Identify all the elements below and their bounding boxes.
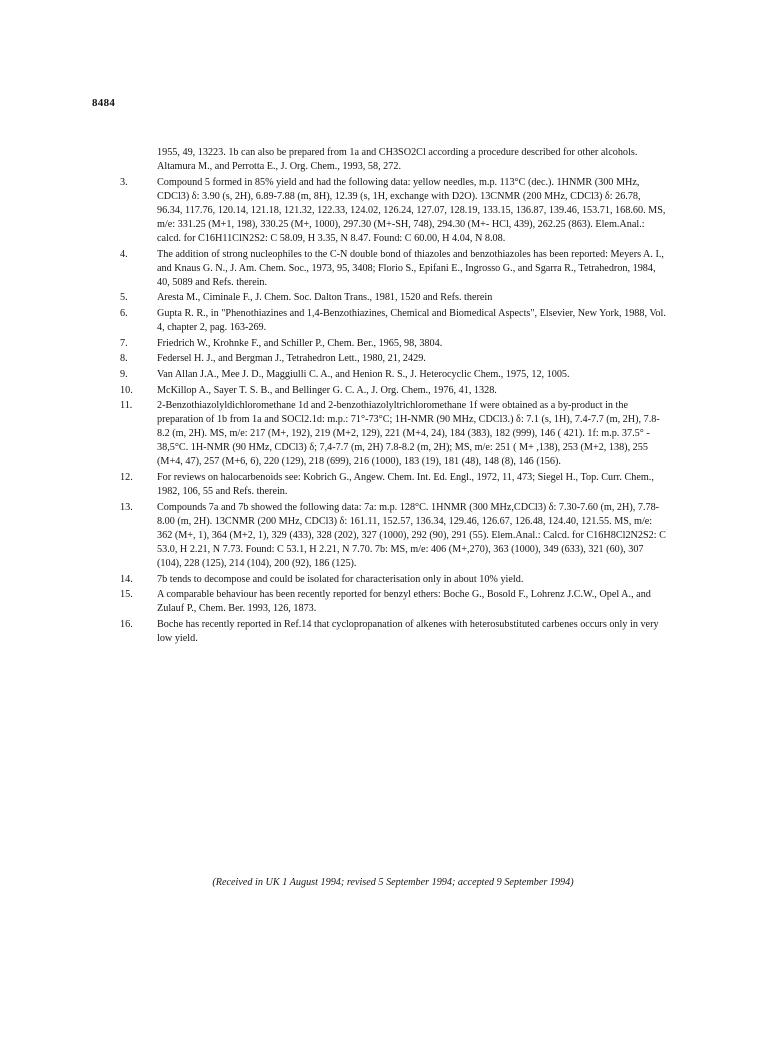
- reference-text: For reviews on halocarbenoids see: Kobrich G., Angew. Chem. Int. Ed. Engl., 1972, 11, 473; Siegel H., Top. Curr. Chem., 1982, 106, 55 and Refs. therein.: [157, 472, 654, 498]
- reference-text: Van Allan J.A., Mee J. D., Maggiulli C. A., and Henion R. S., J. Heterocyclic Chem., 1975, 12, 1005.: [157, 368, 570, 380]
- reference-number: 6.: [120, 308, 128, 320]
- reference-number: 8.: [120, 353, 128, 365]
- reference-item: [120, 291, 666, 305]
- reference-text: Aresta M., Ciminale F., J. Chem. Soc. Dalton Trans., 1981, 1520 and Refs. therein: [157, 292, 493, 304]
- reference-text: Compound 5 formed in 85% yield and had the following data: yellow needles, m.p. 113°C (dec.). 1HNMR (300 MHz, CDCl3) δ: 3.90 (s, 2H), 6.89-7.88 (m, 8H), 12.39 (s, 1H, exchange with D2O). 13CNMR (200 MHz, CDCl3) δ: 26.78, 96.34, 117.76, 120.14, 121.18, 121.32, 122.33, 124.02, 126.24, 127.07, 128.19, 133.15, 136.87, 139.46, 153.71, 168.60. MS, m/e: 331.25 (M+1, 198), 330.25 (M+, 1000), 297.30 (M+-SH, 748), 294.30 (M+- HCl, 439), 262.25 (863). Elem.Anal.: calcd. for C16H11ClN2S2: C 58.09, H 3.35, N 8.47. Found: C 60.00, H 4.04, N 8.08.: [157, 176, 666, 245]
- reference-number: 16.: [120, 619, 133, 630]
- received-dates: (Received in UK 1 August 1994; revised 5 September 1994; accepted 9 September 1994): [212, 877, 574, 888]
- reference-item: [120, 368, 666, 382]
- reference-item: [120, 573, 666, 587]
- reference-text: Boche has recently reported in Ref.14 that cyclopropanation of alkenes with heterosubstituted carbenes occurs only in very low yield.: [157, 619, 659, 645]
- reference-item: [120, 384, 666, 398]
- reference-number: 15.: [120, 589, 133, 601]
- reference-number: 9.: [120, 368, 128, 380]
- reference-item: [120, 337, 666, 351]
- reference-text: 7b tends to decompose and could be isolated for characterisation only in about 10% yield.: [157, 573, 524, 585]
- reference-text: Federsel H. J., and Bergman J., Tetrahedron Lett., 1980, 21, 2429.: [157, 353, 426, 365]
- reference-number: 5.: [120, 292, 128, 304]
- reference-number: 13.: [120, 501, 133, 513]
- reference-item: [120, 588, 666, 616]
- reference-continuation: [120, 146, 666, 174]
- reference-item: [120, 618, 666, 646]
- reference-number: 11.: [120, 400, 133, 412]
- reference-item: [120, 471, 666, 499]
- reference-text: Friedrich W., Krohnke F., and Schiller P., Chem. Ber., 1965, 98, 3804.: [157, 337, 443, 349]
- reference-number: 7.: [120, 337, 128, 349]
- reference-item: [120, 399, 666, 469]
- page-number: 8484: [92, 97, 116, 109]
- reference-text: Compounds 7a and 7b showed the following data: 7a: m.p. 128°C. 1HNMR (300 MHz,CDCl3) δ: 7.30-7.60 (m, 2H), 7.78-8.00 (m, 2H). 13CNMR (200 MHz, CDCl3) δ: 161.11, 152.57, 136.34, 129.46, 126.67, 126.48, 124.40, 121.55. MS, m/e: 362 (M+, 1), 364 (M+2, 1), 329 (433), 328 (202), 327 (1000), 292 (90), 291 (55). Elem.Anal.: Calcd. for C16H8Cl2N2S2: C 53.0, H 2.21, N 7.73. Found: C 53.1, H 2.21, N 7.70. 7b: MS, m/e: 406 (M+,270), 363 (1000), 349 (633), 321 (60), 307 (104), 228 (125), 214 (104), 200 (92), 186 (125).: [157, 501, 666, 570]
- reference-number: 4.: [120, 248, 128, 260]
- reference-text: 1955, 49, 13223. 1b can also be prepared from 1a and CH3SO2Cl according a procedure described for other alcohols. Altamura M., and Perrotta E., J. Org. Chem., 1993, 58, 272.: [157, 147, 638, 173]
- reference-text: 2-Benzothiazolyldichloromethane 1d and 2-benzothiazolyltrichloromethane 1f were obtained as a by-product in the preparation of 1b from 1a and SOCl2.1d: m.p.: 71°-73°C; 1H-NMR (90 MHz, CDCl3.) δ: 7.1 (s, 1H), 7.4-7.7 (m, 2H), 7.8-8.2 (m, 2H). MS, m/e: 217 (M+, 192), 219 (M+2, 129), 221 (M+4, 24), 184 (383), 182 (999), 146 ( 421). 1f: m.p. 37.5° - 38,5°C. 1H-NMR (90 HMz, CDCl3) δ; 7,4-7.7 (m, 2H) 7.8-8.2 (m, 2H); MS, m/e: 251 ( M+ ,138), 253 (M+2, 138), 255 (M+4, 47), 257 (M+6, 6), 220 (129), 218 (699), 216 (1000), 183 (19), 181 (48), 148 (8), 146 (156).: [157, 400, 660, 468]
- reference-item: [120, 352, 666, 366]
- reference-number: 12.: [120, 472, 133, 484]
- reference-text: A comparable behaviour has been recently reported for benzyl ethers: Boche G., Bosold F., Lohrenz J.C.W., Opel A., and Zulauf P., Chem. Ber. 1993, 126, 1873.: [157, 589, 651, 615]
- reference-item: [120, 501, 666, 571]
- reference-text: Gupta R. R., in "Phenothiazines and 1,4-Benzothiazines, Chemical and Biomedical Aspects", Elsevier, New York, 1988, Vol. 4, chapter 2, pag. 163-269.: [157, 308, 666, 334]
- reference-list: [120, 146, 666, 648]
- reference-number: 3.: [120, 176, 128, 188]
- reference-item: [120, 176, 666, 246]
- reference-number: 10.: [120, 384, 133, 396]
- reference-item: [120, 307, 666, 335]
- reference-item: [120, 248, 666, 290]
- reference-text: The addition of strong nucleophiles to the C-N double bond of thiazoles and benzothiazoles has been reported: Meyers A. I., and Knaus G. N., J. Am. Chem. Soc., 1973, 95, 3408; Florio S., Epifani E., Ingrosso G., and Sgarra R., Tetrahedron, 1984, 40, 5089 and Refs. therein.: [157, 248, 664, 288]
- reference-number: 14.: [120, 573, 133, 585]
- reference-text: McKillop A., Sayer T. S. B., and Bellinger G. C. A., J. Org. Chem., 1976, 41, 1328.: [157, 384, 497, 396]
